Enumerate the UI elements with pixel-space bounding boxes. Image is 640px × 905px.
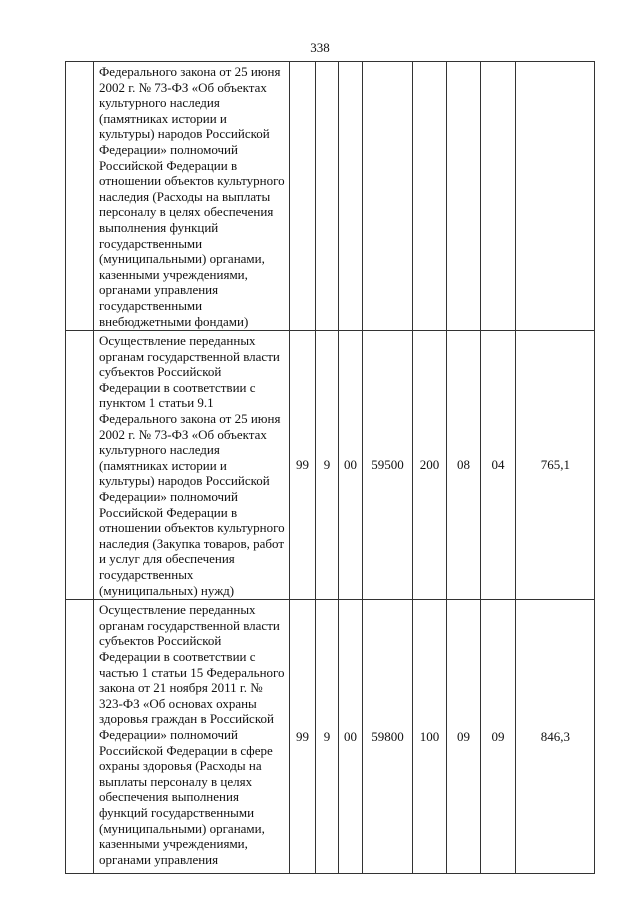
budget-table: [65, 61, 595, 874]
page-number: 338: [310, 40, 330, 55]
expense-code-cell: 59800: [363, 600, 413, 874]
subsection-cell: [481, 62, 516, 331]
subsection-cell: 09: [481, 600, 516, 874]
table-row: [66, 331, 595, 600]
expense-name-cell: Осуществление переданных органам государственной власти субъектов Российской Федерации в соответствии с пунктом 1 статьи 9.1 Федерального закона от 25 июня 2002 г. № 73-ФЗ «Об объектах культурного наследия (памятниках истории и культуры) народов Российской Федерации» полномочий Российской Федерации в отношении объектов культурного наследия (Закупка товаров, работ и услуг для обеспечения государственных (муниципальных) нужд): [94, 331, 290, 600]
table-row: [66, 600, 595, 874]
program-cell: [290, 62, 316, 331]
section-cell: 08: [447, 331, 481, 600]
direction-cell: [339, 62, 363, 331]
subprogram-cell: 9: [316, 331, 339, 600]
subprogram-cell: [316, 62, 339, 331]
amount-cell: 846,3: [516, 600, 595, 874]
amount-cell: 765,1: [516, 331, 595, 600]
subprogram-cell: 9: [316, 600, 339, 874]
expense-code-cell: 59500: [363, 331, 413, 600]
table-row: [66, 62, 595, 331]
row-number-cell: [66, 600, 94, 874]
expense-name-cell: Федерального закона от 25 июня 2002 г. № 73-ФЗ «Об объектах культурного наследия (памятниках истории и культуры) народов Российской Федерации» полномочий Российской Федерации в отношении объектов культурного наследия (Расходы на выплаты персоналу в целях обеспечения выполнения функций государственными (муниципальными) органами, казенными учреждениями, органами управления государственными внебюджетными фондами): [94, 62, 290, 331]
expense-type-cell: 100: [413, 600, 447, 874]
expense-type-cell: [413, 62, 447, 331]
direction-cell: 00: [339, 331, 363, 600]
amount-cell: [516, 62, 595, 331]
row-number-cell: [66, 331, 94, 600]
expense-code-cell: [363, 62, 413, 331]
expense-name-cell: Осуществление переданных органам государственной власти субъектов Российской Федерации в соответствии с частью 1 статьи 15 Федерального закона от 21 ноября 2011 г. № 323-ФЗ «Об основах охраны здоровья граждан в Российской Федерации» полномочий Российской Федерации в сфере охраны здоровья (Расходы на выплаты персоналу в целях обеспечения выполнения функций государственными (муниципальными) органами, казенными учреждениями, органами управления: [94, 600, 290, 874]
section-cell: [447, 62, 481, 331]
program-cell: 99: [290, 331, 316, 600]
subsection-cell: 04: [481, 331, 516, 600]
section-cell: 09: [447, 600, 481, 874]
expense-type-cell: 200: [413, 331, 447, 600]
row-number-cell: [66, 62, 94, 331]
program-cell: 99: [290, 600, 316, 874]
direction-cell: 00: [339, 600, 363, 874]
